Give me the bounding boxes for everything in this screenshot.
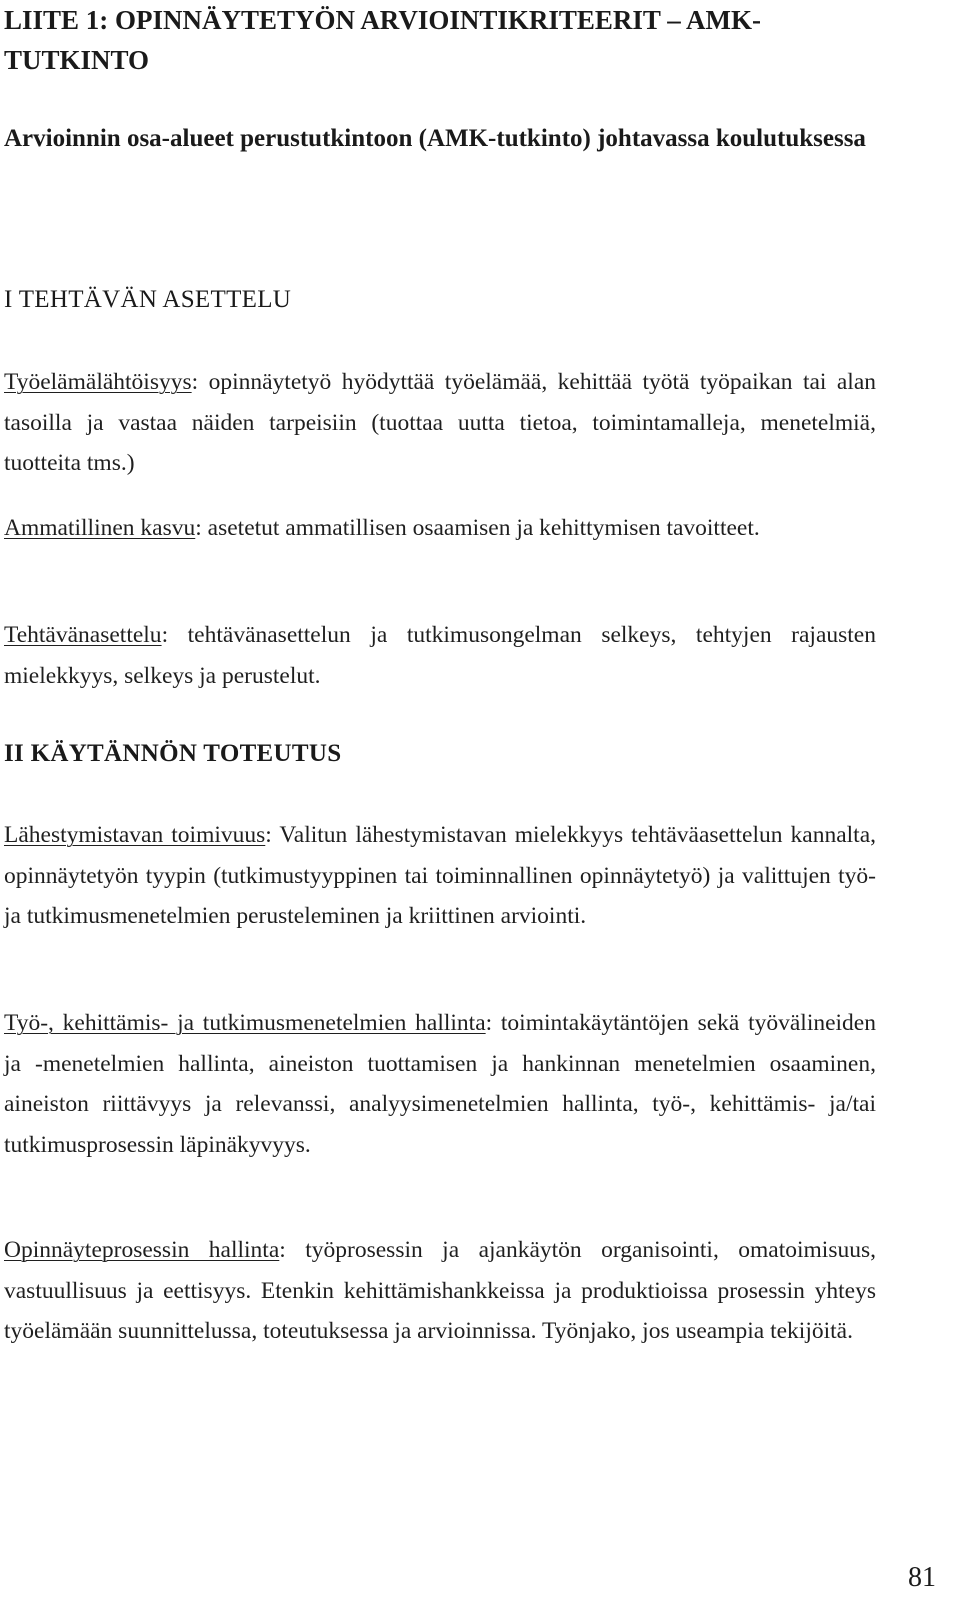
criterion-text: : opinnäytetyö hyödyttää työelämää, kehittää työtä työpaikan tai alan tasoilla ja vastaa näiden tarpeisiin (tuottaa uutta tietoa, toimintamalleja, menetelmiä, tuotteita tms.) xyxy=(4,369,876,477)
document-subtitle: Arvioinnin osa-alueet perustutkintoon (AMK-tutkinto) johtavassa koulutuksessa xyxy=(4,125,866,152)
criterion-tehtavanasettelu xyxy=(4,615,876,696)
section-heading-tehtavan-asettelu: I TEHTÄVÄN ASETTELU xyxy=(4,286,292,313)
criterion-lahestymistavan-toimivuus xyxy=(4,815,876,937)
criterion-ammatillinen-kasvu xyxy=(4,508,876,549)
criterion-term: Opinnäyteprosessin hallinta xyxy=(4,1237,280,1263)
criterion-text: : Valitun lähestymistavan mielekkyys tehtäväasettelun kannalta, opinnäytetyön tyypin (tutkimustyyppinen tai toiminnallinen opinnäytetyö) ja valittujen työ- ja tutkimusmenetelmien perusteleminen ja kriittinen arviointi. xyxy=(4,822,876,930)
criterion-term: Lähestymistavan toimivuus xyxy=(4,822,266,848)
criterion-text: : työprosessin ja ajankäytön organisointi, omatoimisuus, vastuullisuus ja eettisyys. Etenkin kehittämishankkeissa ja produktioissa prosessin yhteys työelämään suunnittelussa, toteutuksessa ja arvioinnissa. Työnjako, jos useampia tekijöitä. xyxy=(4,1237,876,1345)
criterion-term: Työelämälähtöisyys xyxy=(4,369,192,395)
page-number: 81 xyxy=(908,1562,936,1593)
criterion-term: Ammatillinen kasvu xyxy=(4,515,196,541)
criterion-term: Työ-, kehittämis- ja tutkimusmenetelmien hallinta xyxy=(4,1010,486,1036)
document-title: LIITE 1: OPINNÄYTETYÖN ARVIOINTIKRITEERIT – AMK-TUTKINTO xyxy=(4,5,761,75)
criterion-menetelmien-hallinta xyxy=(4,1003,876,1165)
section-heading-kaytannon-toteutus: II KÄYTÄNNÖN TOTEUTUS xyxy=(4,740,342,767)
criterion-text: : tehtävänasettelun ja tutkimusongelman selkeys, tehtyjen rajausten mielekkyys, selkeys ja perustelut. xyxy=(4,622,876,689)
criterion-tyoelamalahtoisyys xyxy=(4,362,876,484)
criterion-term: Tehtävänasettelu xyxy=(4,622,162,648)
criterion-opinnayteprosessin-hallinta xyxy=(4,1230,876,1352)
criterion-text: : asetetut ammatillisen osaamisen ja kehittymisen tavoitteet. xyxy=(195,515,760,541)
criterion-text: : toimintakäytäntöjen sekä työvälineiden ja -menetelmien hallinta, aineiston tuottamisen ja hankinnan menetelmien osaaminen, aineiston riittävyys ja relevanssi, analyysimenetelmien hallinta, työ-, kehittämis- ja/tai tutkimusprosessin läpinäkyvyys. xyxy=(4,1010,876,1158)
